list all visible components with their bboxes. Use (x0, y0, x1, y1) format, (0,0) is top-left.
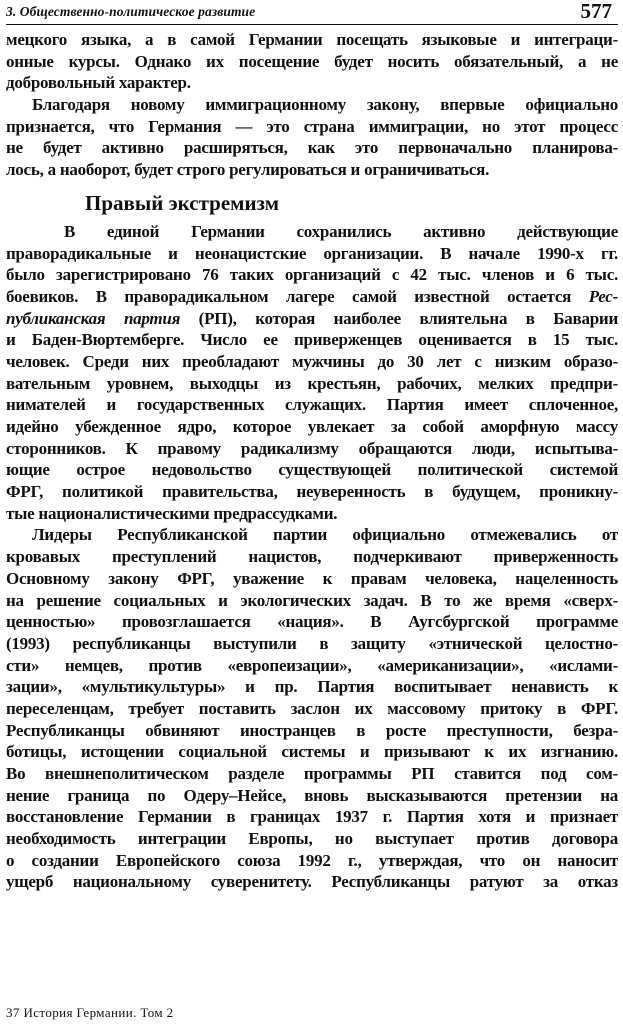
text-fragment: (РП), которая наиболее влиятельна в Баварии (180, 308, 618, 328)
body-text (6, 29, 618, 893)
text-line: ботицы, истощении социальной системы и призывают к их изгнанию. (6, 742, 618, 762)
text-line: зации», «мультикультуры» и пр. Партия воспитывает ненависть к (6, 677, 618, 697)
text-line: ценностью» провозглашается «нация». В Аугсбургской программе (6, 612, 618, 632)
text-line: мецкого языка, а в самой Германии посещать языковые и интеграци- (6, 30, 618, 49)
text-line: лось, а наоборот, будет строго регулироваться и ограничиваться. (6, 160, 490, 180)
text-line: было зарегистрировано 76 таких организаций с 42 тыс. членов и 6 тыс. (6, 265, 618, 285)
text-line: ФРГ, политикой правительства, неуверенность в будущем, проникну- (6, 482, 618, 502)
section-title: 3. Общественно-политическое развитие (6, 4, 256, 19)
header-rule (6, 24, 618, 25)
text-line: вательным уровнем, выходцы из крестьян, рабочих, мелких предпри- (6, 373, 618, 393)
text-line: Благодаря новому иммиграционному закону, впервые официально (32, 95, 618, 115)
text-line: не будет активно расширяться, как это первоначально планирова- (6, 138, 618, 158)
text-line: нимателей и государственных служащих. Партия имеет сплоченное, (6, 395, 618, 415)
text-line: на решение социальных и экологических задач. В то же время «сверх- (6, 590, 618, 610)
text-line: переселенцам, требует поставить заслон их массовому притоку в ФРГ. (6, 698, 618, 718)
italic-fragment: Рес- (588, 286, 618, 306)
text-line: признается, что Германия — это страна иммиграции, но этот процесс (6, 116, 618, 136)
text-line: сторонников. К правому радикализму обращаются люди, испытыва- (6, 438, 618, 458)
text-line: онные курсы. Однако их посещение будет носить обязательный, а не (6, 51, 618, 71)
italic-fragment: публиканская партия (6, 308, 181, 328)
text-line: праворадикальные и неонацистские организации. В начале 1990-х гг. (6, 243, 618, 263)
text-line: В единой Германии сохранились активно действующие (64, 221, 618, 241)
page-number: 577 (580, 0, 612, 23)
text-line: Республиканцы обвиняют иностранцев в росте преступности, безра- (6, 720, 618, 740)
text-line: ущерб национальному суверенитету. Республиканцы ратуют за отказ (6, 872, 618, 892)
text-line: Основному закону ФРГ, уважение к правам человека, нацеленность (6, 568, 618, 588)
text-line: ющие острое недовольство существующей политической системой (6, 460, 618, 480)
text-line: и Баден-Вюртемберге. Число ее приверженцев оценивается в 15 тыс. (6, 330, 618, 350)
text-line: (1993) республиканцы выступили в защиту «этнической целостно- (6, 633, 618, 653)
text-line: необходимость интеграции Европы, но выступает против договора (6, 829, 618, 849)
signature-mark: 37 История Германии. Том 2 (6, 1005, 174, 1020)
text-fragment: боевиков. В праворадикальном лагере самой известной остается (6, 286, 572, 306)
text-line: тые националистическими предрассудками. (6, 503, 338, 523)
text-line: о создании Европейского союза 1992 г., утверждая, что он наносит (6, 850, 618, 870)
text-line: нение граница по Одеру–Нейсе, вновь высказываются претензии на (6, 785, 618, 805)
text-line: кровавых преступлений нацистов, подчеркивают приверженность (6, 547, 618, 567)
section-heading: Правый экстремизм (85, 190, 279, 215)
text-line: восстановление Германии в границах 1937 г. Партия хотя и признает (6, 807, 618, 827)
text-line: Во внешнеполитическом разделе программы РП ставится под сом- (6, 764, 618, 783)
text-line: Лидеры Республиканской партии официально отмежевались от (32, 525, 618, 545)
text-line: сти» немцев, против «европеизации», «американизации», «ислами- (6, 655, 618, 675)
text-line: человек. Среди них преобладают мужчины до 30 лет с низким образо- (6, 351, 618, 371)
running-head (6, 0, 618, 24)
text-line: идейно убежденное ядро, которое увлекает за собой аморфную массу (6, 417, 618, 436)
text-line (6, 308, 618, 330)
text-line (6, 286, 618, 308)
text-line: добровольный характер. (6, 73, 191, 93)
